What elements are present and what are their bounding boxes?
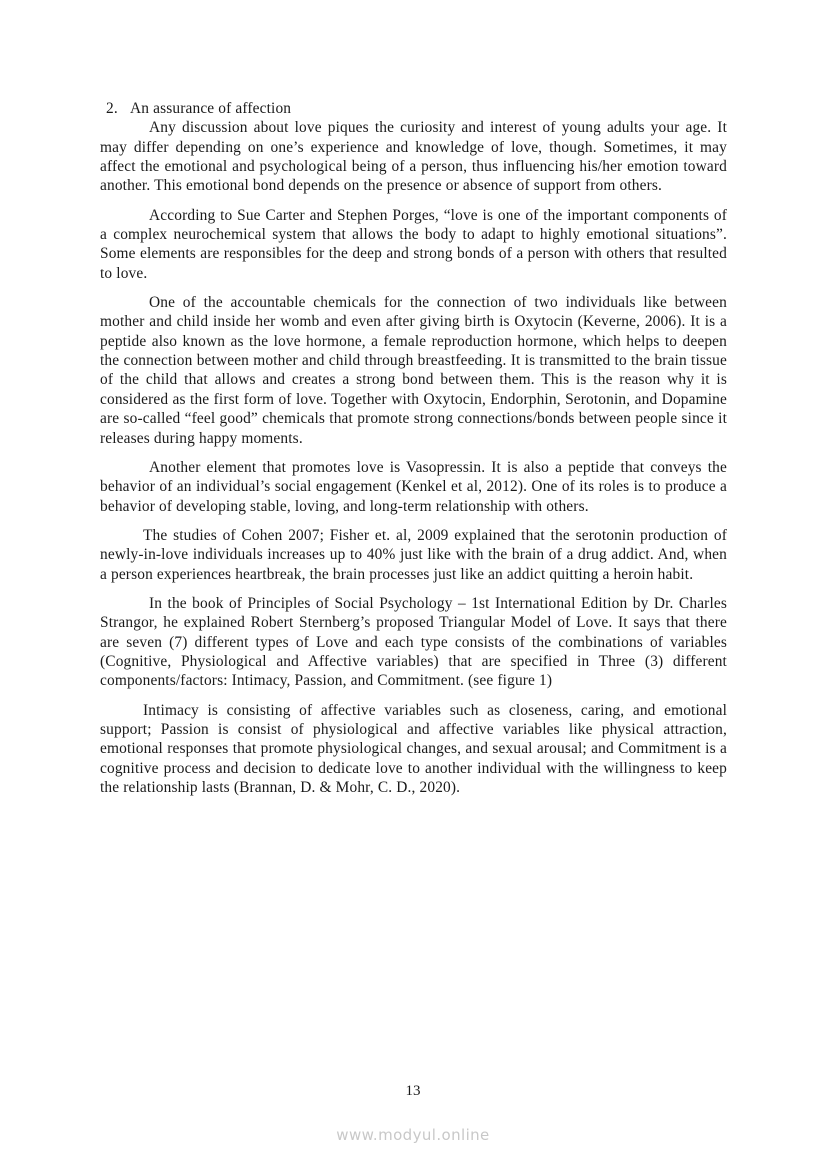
section-number: 2.	[106, 100, 118, 117]
paragraph-components: Intimacy is consisting of affective variables such as closeness, caring, and emotional support; Passion is consist of physiological and affective variables like physical attraction, emotional responses that promote physiological changes, and sexual arousal; and Commitment is a cognitive process and decision to dedicate love to another individual with the willingness to keep the relationship lasts (Brannan, D. & Mohr, C. D., 2020).	[100, 701, 727, 796]
section-title: An assurance of affection	[130, 100, 292, 117]
paragraph-vasopressin: Another element that promotes love is Vasopressin. It is also a peptide that conveys the behavior of an individual’s social engagement (Kenkel et al, 2012). One of its roles is to produce a behavior of developing stable, loving, and long-term relationship with others.	[100, 458, 727, 515]
paragraph-triangular-model: In the book of Principles of Social Psychology – 1st International Edition by Dr. Charles Strangor, he explained Robert Sternberg’s proposed Triangular Model of Love. It says that there are seven (7) different types of Love and each type consists of the combinations of variables (Cognitive, Physiological and Affective variables) that are specified in Three (3) different components/factors: Intimacy, Passion, and Commitment. (see figure 1)	[100, 594, 727, 690]
document-page	[100, 99, 727, 797]
paragraph-oxytocin: One of the accountable chemicals for the connection of two individuals like between mother and child inside her womb and even after giving birth is Oxytocin (Keverne, 2006). It is a peptide also known as the love hormone, a female reproduction hormone, which helps to deepen the connection between mother and child through breastfeeding. It is transmitted to the brain tissue of the child that allows and creates a strong bond between them. This is the reason why it is considered as the first form of love. Together with Oxytocin, Endorphin, Serotonin, and Dopamine are so-called “feel good” chemicals that promote strong connections/bonds between people since it releases during happy moments.	[100, 294, 727, 447]
section-heading	[106, 99, 727, 118]
paragraph-carter-porges: According to Sue Carter and Stephen Porges, “love is one of the important components of a complex neurochemical system that allows the body to adapt to highly emotional situations”. Some elements are responsibles for the deep and strong bonds of a person with others that resulted to love.	[100, 206, 727, 282]
page-number: 13	[405, 1083, 421, 1099]
paragraph-intro: Any discussion about love piques the curiosity and interest of young adults your age. It may differ depending on one’s experience and knowledge of love, though. Sometimes, it may affect the emotional and psychological being of a person, thus influencing his/her emotion toward another. This emotional bond depends on the presence or absence of support from others.	[100, 119, 727, 195]
watermark-link[interactable]: www.modyul.online	[336, 1126, 490, 1144]
paragraph-serotonin-studies: The studies of Cohen 2007; Fisher et. al, 2009 explained that the serotonin production of newly-in-love individuals increases up to 40% just like with the brain of a drug addict. And, when a person experiences heartbreak, the brain processes just like an addict quitting a heroin habit.	[100, 526, 727, 583]
